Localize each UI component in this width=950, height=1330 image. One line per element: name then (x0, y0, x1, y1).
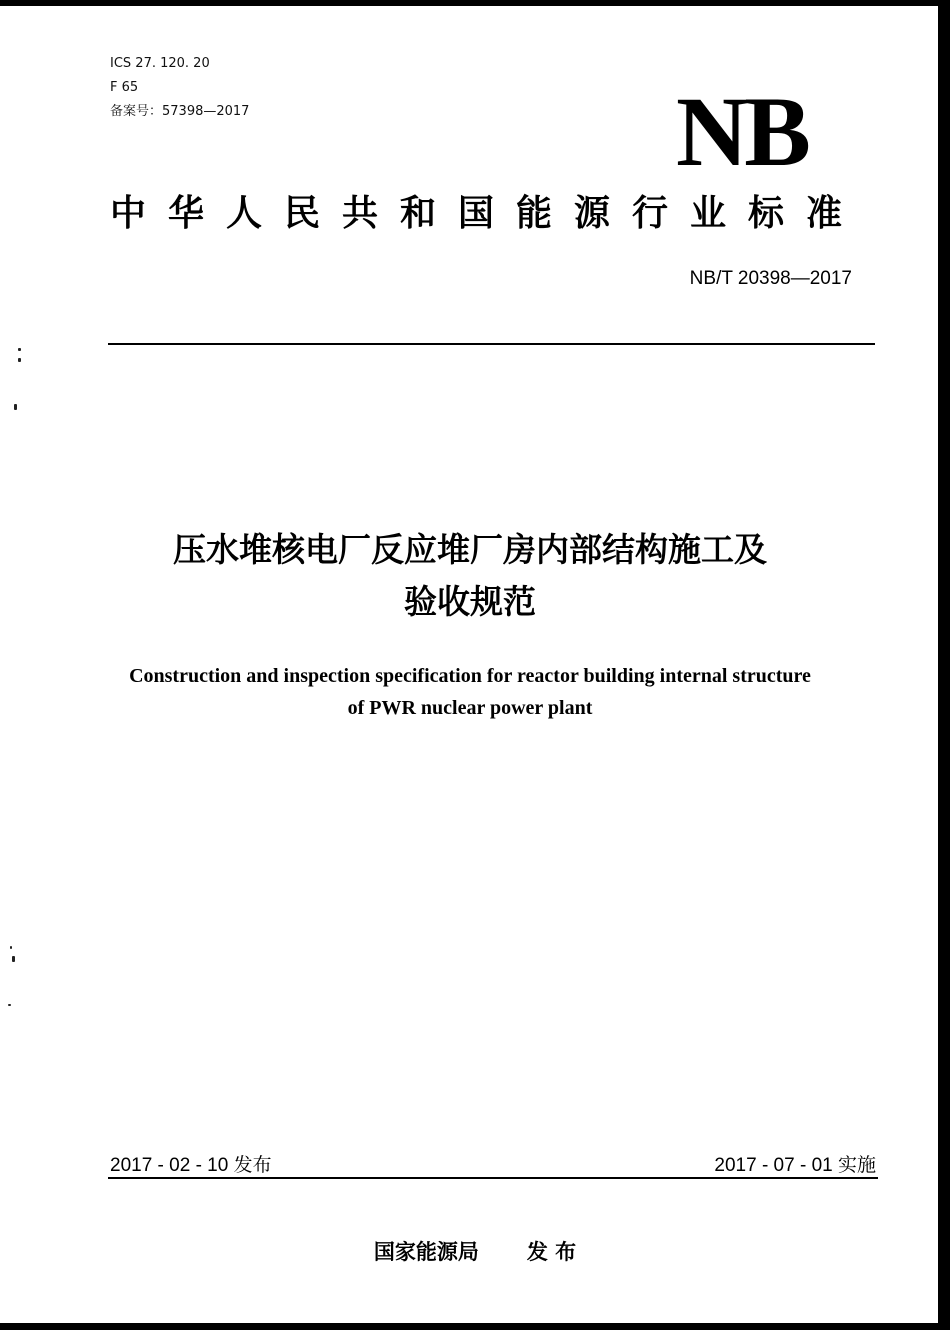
scan-edge-top (0, 0, 950, 6)
classification-block (110, 52, 249, 124)
standard-number: NB/T 20398—2017 (689, 268, 852, 289)
scan-edge-bottom (0, 1323, 950, 1330)
issuer-name: 国家能源局 (373, 1240, 479, 1264)
org-title: 中华人民共和国能源行业标准 (110, 193, 865, 234)
header-divider (108, 343, 875, 345)
nb-logo: NB (676, 76, 807, 187)
scan-speck (18, 348, 21, 351)
ics-code: ICS 27. 120. 20 (110, 56, 210, 71)
issuer-line (0, 1236, 950, 1266)
implement-date: 2017 - 07 - 01 实施 (714, 1155, 876, 1176)
title-en-line1: Construction and inspection specification for reactor building internal structure (129, 665, 811, 687)
scan-speck (14, 404, 17, 410)
issuer-action: 发 布 (526, 1240, 577, 1264)
scan-speck (8, 1004, 11, 1006)
scan-edge-right (938, 0, 950, 1330)
issue-date: 2017 - 02 - 10 发布 (110, 1155, 272, 1176)
scan-speck (18, 358, 21, 362)
title-english (60, 660, 880, 724)
record-number: 备案号：57398—2017 (110, 104, 250, 119)
title-cn-line1: 压水堆核电厂反应堆厂房内部结构施工及 (173, 530, 767, 569)
title-cn-line2: 验收规范 (404, 582, 536, 621)
date-divider (108, 1177, 878, 1179)
scan-speck (10, 946, 12, 949)
title-en-line2: of PWR nuclear power plant (347, 697, 593, 719)
title-chinese (60, 524, 880, 628)
ccs-code: F 65 (110, 80, 139, 95)
scan-speck (12, 956, 15, 962)
